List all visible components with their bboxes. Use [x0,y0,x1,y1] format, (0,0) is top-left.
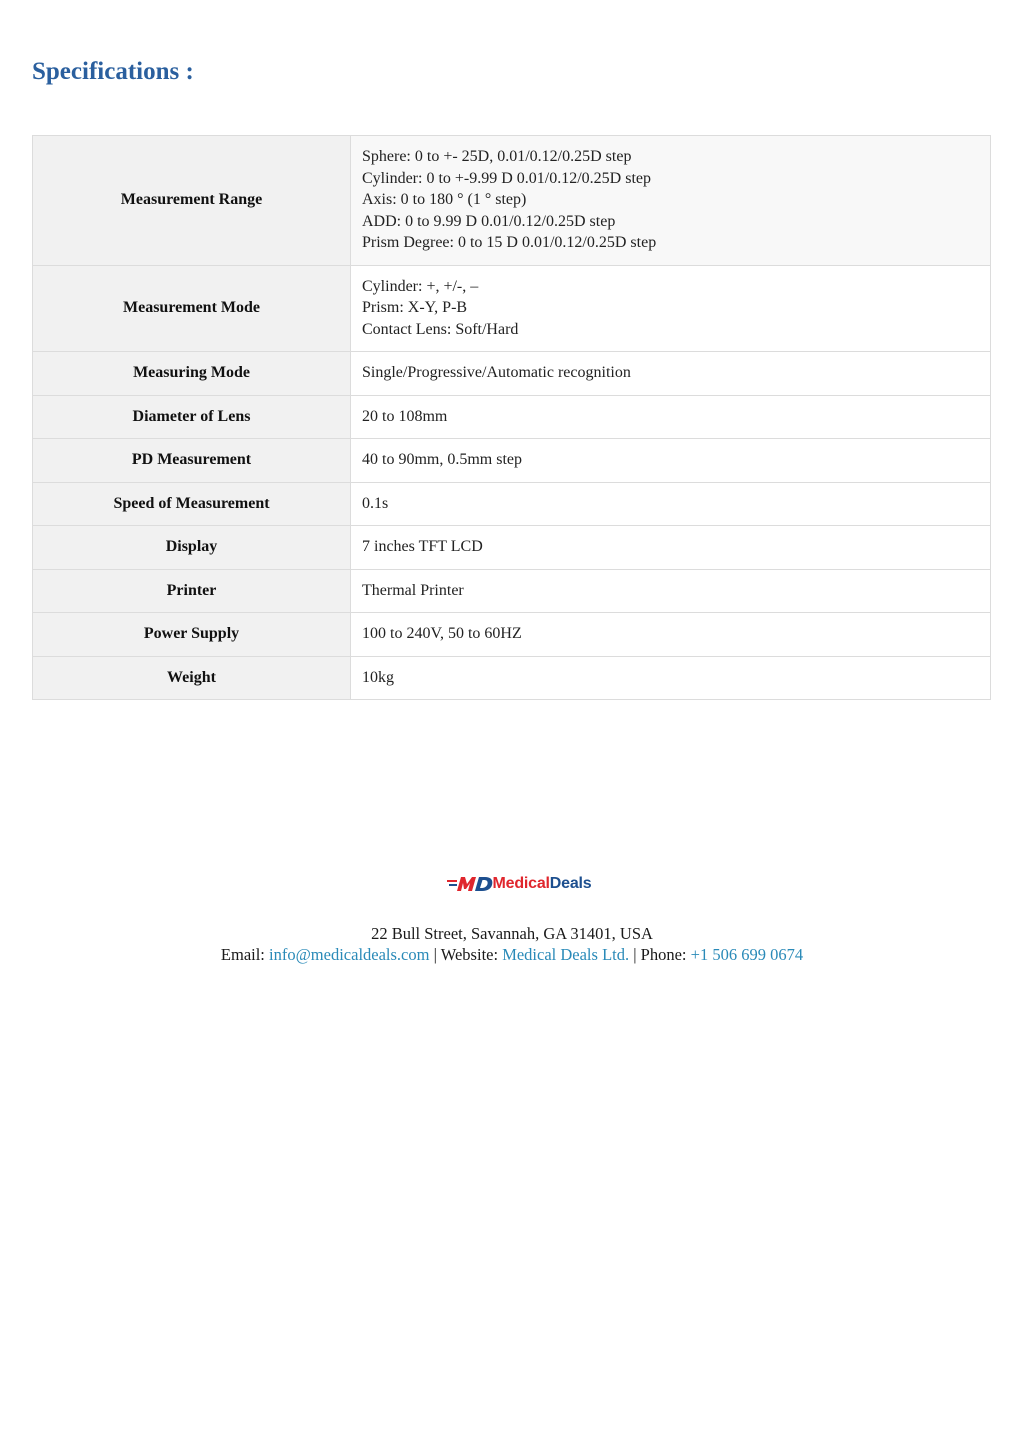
spec-value-line: Prism Degree: 0 to 15 D 0.01/0.12/0.25D step [362,234,657,251]
email-label: Email: [220,945,265,964]
specifications-table [32,135,991,700]
spec-value-line: 10kg [362,668,394,686]
spec-value-line: Cylinder: 0 to +-9.99 D 0.01/0.12/0.25D step [362,169,652,187]
separator: | [633,945,637,964]
spec-value-line: 7 inches TFT LCD [362,538,483,555]
spec-value [351,656,991,700]
spec-row [33,482,991,526]
phone-link[interactable]: +1 506 699 0674 [690,945,804,964]
spec-value [351,526,991,570]
spec-label: PD Measurement [33,439,351,483]
spec-label: Measuring Mode [33,352,351,396]
spec-row [33,439,991,483]
logo-wordmark [493,875,592,893]
page-title: Specifications : [32,58,194,85]
spec-value-line: 40 to 90mm, 0.5mm step [362,451,522,468]
website-label: Website: [440,945,499,964]
spec-label: Measurement Range [33,136,351,266]
spec-row [33,136,991,266]
spec-row [33,265,991,352]
specifications-table-body [33,136,991,700]
spec-value [351,569,991,613]
footer [0,870,1024,965]
spec-row [33,613,991,657]
spec-value-line: Single/Progressive/Automatic recognition [362,364,631,381]
spec-label: Weight [33,656,351,700]
spec-value-line: Contact Lens: Soft/Hard [362,320,519,338]
spec-value-line: Axis: 0 to 180 ° (1 ° step) [362,191,527,208]
spec-value-line: ADD: 0 to 9.99 D 0.01/0.12/0.25D step [362,212,616,230]
spec-row [33,656,991,700]
spec-value-line: Cylinder: +, +/-, – [362,277,479,295]
spec-value [351,265,991,352]
spec-label: Diameter of Lens [33,395,351,439]
spec-value [351,352,991,396]
spec-row [33,569,991,613]
spec-row [33,395,991,439]
md-logo-icon [447,876,493,892]
spec-value [351,395,991,439]
logo-word-medical: Medical [492,875,550,892]
logo-word-deals: Deals [549,875,592,892]
phone-label: Phone: [640,945,687,964]
spec-value [351,136,991,266]
website-link[interactable]: Medical Deals Ltd. [502,945,630,964]
spec-label: Power Supply [33,613,351,657]
spec-row [33,526,991,570]
contact-line [0,944,1024,965]
spec-row [33,352,991,396]
spec-value-line: 0.1s [362,494,389,512]
spec-value-line: Sphere: 0 to +- 25D, 0.01/0.12/0.25D step [362,148,632,165]
email-link[interactable]: info@medicaldeals.com [269,945,430,964]
spec-label: Printer [33,569,351,613]
spec-value-line: Prism: X-Y, P-B [362,299,468,316]
spec-value [351,613,991,657]
spec-value-line: Thermal Printer [362,581,464,599]
address-line: 22 Bull Street, Savannah, GA 31401, USA [371,924,653,943]
spec-label: Speed of Measurement [33,482,351,526]
spec-value-line: 100 to 240V, 50 to 60HZ [362,625,522,642]
contact-block [0,923,1024,965]
spec-value-line: 20 to 108mm [362,407,448,425]
separator: | [433,945,437,964]
medicaldeals-logo[interactable] [447,870,592,898]
spec-value [351,482,991,526]
spec-label: Display [33,526,351,570]
spec-label: Measurement Mode [33,265,351,352]
spec-value [351,439,991,483]
